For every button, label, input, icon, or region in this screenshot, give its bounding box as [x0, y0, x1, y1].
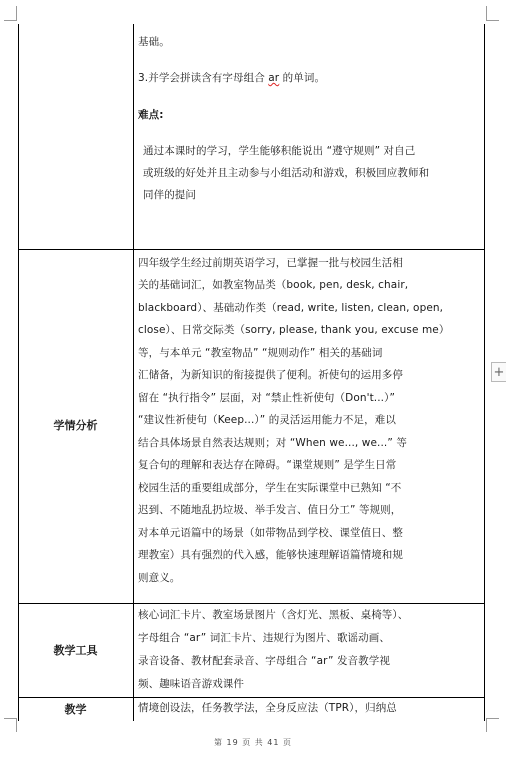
top-cell-line-1: 基础。: [138, 36, 170, 48]
top-cell-line-2: [138, 67, 325, 89]
table-left-border: [18, 24, 19, 721]
teaching-method-line: 情境创设法，任务教学法，全身反应法（TPR），归纳总: [138, 702, 397, 714]
analysis-line: 关的基础词汇，如教室物品类（book, pen, desk, chair,: [138, 279, 409, 291]
crop-mark-bottom-right-h: [486, 718, 499, 719]
analysis-line: 留在 “执行指令” 层面，对 “禁止性祈使句（Don't...）”: [138, 392, 396, 404]
analysis-line: 迟到、不随地乱扔垃圾、举手发言、值日分工” 等规则，: [138, 504, 402, 516]
crop-mark-top-left: [16, 6, 17, 20]
analysis-line: 等，与本单元 “教室物品” “规则动作” 相关的基础词: [138, 347, 383, 359]
expand-plus-button[interactable]: +: [491, 362, 506, 382]
table-right-border: [484, 24, 485, 721]
analysis-line: 结合具体场景自然表达规则；对 “When we..., we...” 等: [138, 437, 407, 449]
difficulty-line-3: 同伴的提问: [143, 189, 196, 201]
crop-mark-top-left-h: [4, 20, 17, 21]
tools-line: 字母组合 “ar” 词汇卡片、违规行为图片、歌谣动画、: [138, 632, 390, 644]
analysis-line: 则意义。: [138, 572, 181, 584]
crop-mark-bottom-left: [16, 718, 17, 732]
tools-line: 频、趣味语音游戏课件: [138, 678, 244, 690]
analysis-line: close）、日常交际类（sorry, please, thank you, excuse me）: [138, 324, 450, 336]
crop-mark-bottom-right: [486, 718, 487, 732]
analysis-line: 理教室）具有强烈的代入感，能够快速理解语篇情境和规: [138, 549, 403, 561]
difficulty-line-1: 通过本课时的学习，学生能够积能说出 “遵守规则” 对自己: [143, 145, 416, 157]
analysis-line: 校园生活的重要组成部分，学生在实际课堂中已熟知 “不: [138, 482, 402, 494]
tools-line: 录音设备、教材配套录音、字母组合 “ar” 发音教学视: [138, 655, 390, 667]
crop-mark-top-right: [486, 6, 487, 20]
table-column-divider: [133, 24, 134, 721]
row-divider-1: [18, 249, 485, 250]
top-cell-line-2-prefix: 3.并学会拼读含有字母组合: [138, 72, 269, 84]
teaching-tools-label: 教学工具: [53, 644, 98, 657]
tools-line: 核心词汇卡片、教室场景图片（含灯光、黑板、桌椅等）、: [138, 609, 409, 621]
top-cell-line-2-suffix: 的单词。: [279, 72, 326, 84]
letter-combo-ar: ar: [268, 72, 280, 84]
analysis-line: “建议性祈使句（Keep...）” 的灵活运用能力不足，难以: [138, 414, 396, 426]
difficulty-heading: 难点:: [138, 109, 164, 121]
analysis-line: 汇储备，为新知识的衔接提供了便利。祈使句的运用多停: [138, 369, 403, 381]
teaching-method-label: 教学: [64, 703, 87, 716]
crop-mark-bottom-left-h: [4, 718, 17, 719]
crop-mark-top-right-h: [486, 20, 499, 21]
learner-analysis-label: 学情分析: [53, 419, 98, 432]
analysis-line: 对本单元语篇中的场景（如带物品到学校、课堂值日、整: [138, 527, 403, 539]
analysis-line: 复合句的理解和表达存在障碍。“课堂规则” 是学生日常: [138, 459, 397, 471]
page-number-footer: 第 19 页 共 41 页: [213, 738, 293, 747]
analysis-line: 四年级学生经过前期英语学习，已掌握一批与校园生活相: [138, 257, 403, 269]
difficulty-line-2: 或班级的好处并且主动参与小组活动和游戏，积极回应教师和: [143, 167, 430, 179]
analysis-line: blackboard）、基础动作类（read, write, listen, clean, open,: [138, 302, 444, 314]
